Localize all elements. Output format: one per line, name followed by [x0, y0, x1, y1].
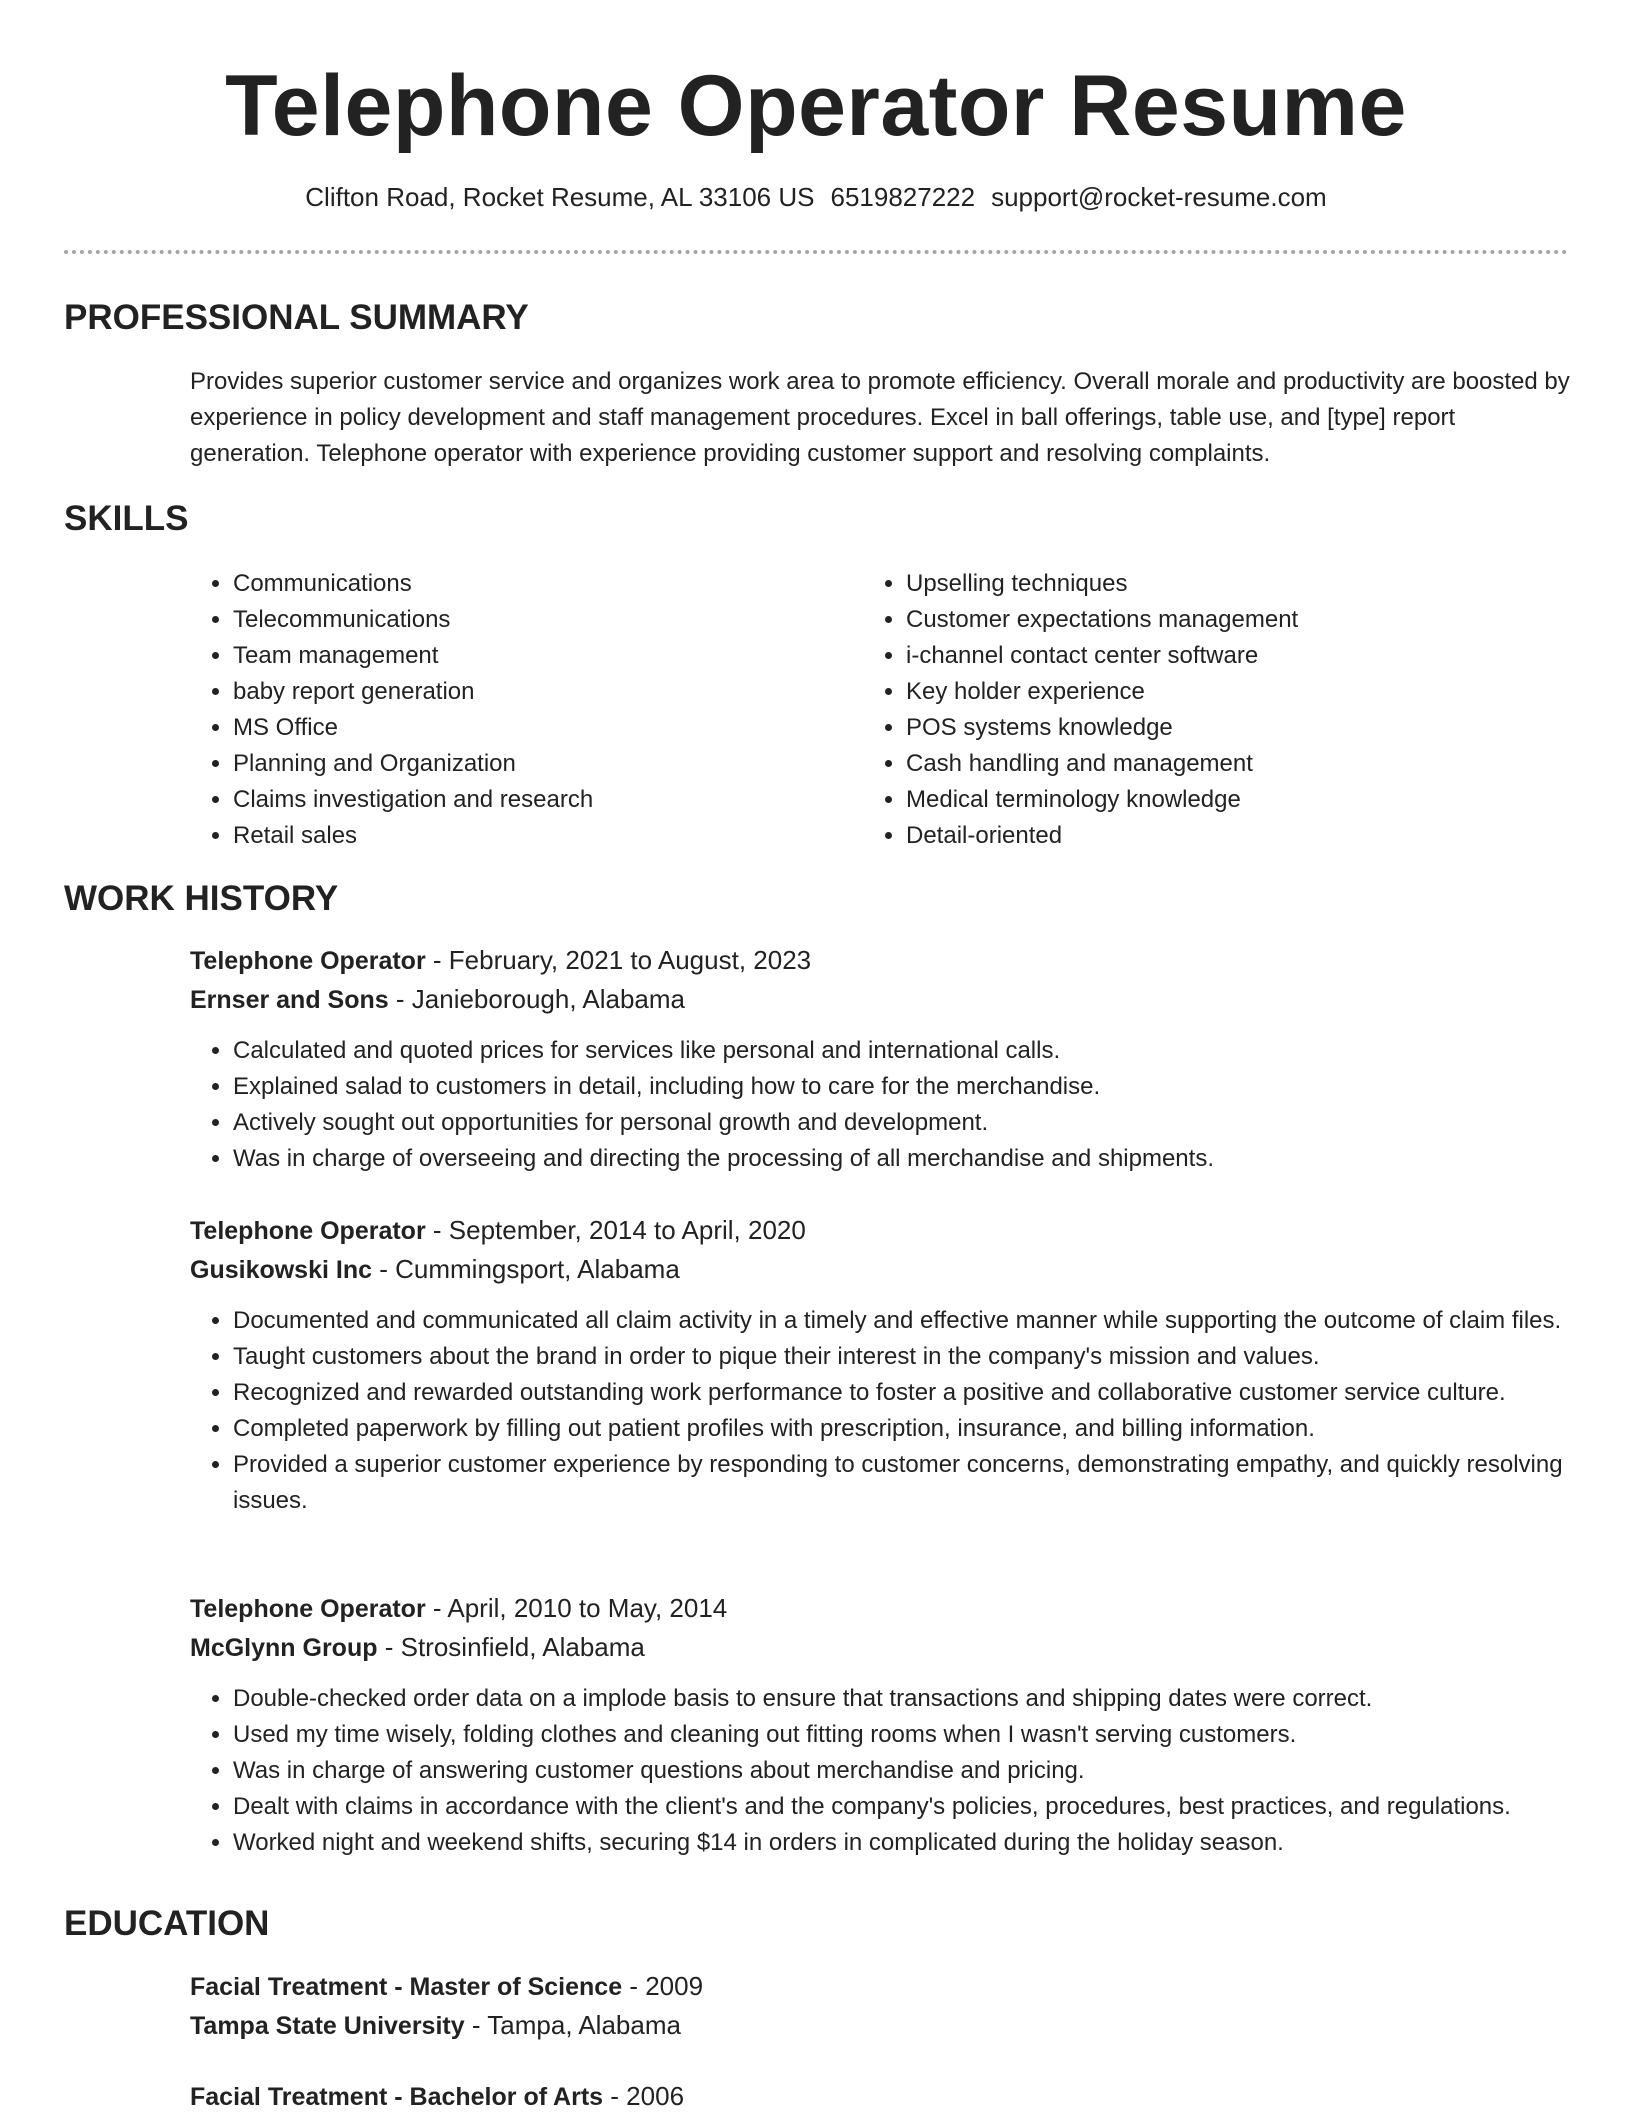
- skill-item: • Retail sales: [233, 818, 830, 854]
- education-degree: Facial Treatment - Bachelor of Arts: [190, 2083, 604, 2111]
- skill-item: • Cash handling and management: [906, 746, 1503, 782]
- header-divider: [64, 250, 1568, 254]
- summary-text: Provides superior customer service and organizes work area to promote efficiency. Overall morale and productivity are boosted by experience in policy development and staff management procedures. Excel in ball offerings, table use, and [type] report generation. Telephone operator with experience providing customer support and resolving complaints.: [190, 368, 1570, 467]
- section-title-summary: PROFESSIONAL SUMMARY: [64, 298, 529, 337]
- skills-list-right: [863, 566, 1503, 854]
- skill-item: • Customer expectations management: [906, 602, 1503, 638]
- skills-list-left: [190, 566, 830, 854]
- contact-address: Clifton Road, Rocket Resume, AL 33106 US: [305, 182, 815, 212]
- job-company: McGlynn Group: [190, 1634, 378, 1662]
- skill-item: • Key holder experience: [906, 674, 1503, 710]
- skill-item: • Telecommunications: [233, 602, 830, 638]
- job-duty: • Dealt with claims in accordance with the client's and the company's policies, procedures, best practices, and regulations.: [233, 1789, 1570, 1825]
- skill-item: • Claims investigation and research: [233, 782, 830, 818]
- job-company-line: [190, 1628, 1570, 1667]
- education-degree-line: [190, 2077, 1570, 2116]
- section-title-skills: SKILLS: [64, 499, 189, 538]
- job-duty: • Documented and communicated all claim activity in a timely and effective manner while supporting the outcome of claim files.: [233, 1303, 1570, 1339]
- skill-item: • Team management: [233, 638, 830, 674]
- skill-item: • Communications: [233, 566, 830, 602]
- job-title: Telephone Operator: [190, 1595, 426, 1623]
- job-duty: • Provided a superior customer experience by responding to customer concerns, demonstrating empathy, and quickly resolving issues.: [233, 1447, 1570, 1519]
- job-duty: • Worked night and weekend shifts, securing $14 in orders in complicated during the holiday season.: [233, 1825, 1570, 1861]
- section-title-work-history: WORK HISTORY: [64, 879, 339, 918]
- education-year: - 2009: [622, 1971, 704, 2001]
- job-title: Telephone Operator: [190, 1217, 426, 1245]
- job-duty: • Completed paperwork by filling out patient profiles with prescription, insurance, and billing information.: [233, 1411, 1570, 1447]
- skill-item: • Detail-oriented: [906, 818, 1503, 854]
- job-dates: - September, 2014 to April, 2020: [425, 1215, 806, 1245]
- skills-column-left: [190, 566, 830, 854]
- job-dates: - April, 2010 to May, 2014: [425, 1593, 728, 1623]
- skill-item: • Planning and Organization: [233, 746, 830, 782]
- resume-title: Telephone Operator Resume: [225, 58, 1407, 154]
- job-title-line: [190, 1589, 1570, 1628]
- job-company: Gusikowski Inc: [190, 1256, 373, 1284]
- job-duty: • Calculated and quoted prices for services like personal and international calls.: [233, 1033, 1570, 1069]
- job-company: Ernser and Sons: [190, 986, 389, 1014]
- contact-email: support@rocket-resume.com: [991, 182, 1327, 212]
- job-company-line: [190, 980, 1570, 1019]
- section-title-education: EDUCATION: [64, 1904, 270, 1943]
- education-location: - Tampa, Alabama: [464, 2010, 681, 2040]
- education-degree-line: [190, 1967, 1570, 2006]
- skill-item: • baby report generation: [233, 674, 830, 710]
- education-degree: Facial Treatment - Master of Science: [190, 1973, 623, 2001]
- job-duties-list: [190, 1303, 1570, 1519]
- skill-item: • MS Office: [233, 710, 830, 746]
- job-duty: • Used my time wisely, folding clothes and cleaning out fitting rooms when I wasn't serving customers.: [233, 1717, 1570, 1753]
- job-duty: • Was in charge of answering customer questions about merchandise and pricing.: [233, 1753, 1570, 1789]
- skill-item: • i-channel contact center software: [906, 638, 1503, 674]
- job-title-line: [190, 1211, 1570, 1250]
- job-duty: • Actively sought out opportunities for personal growth and development.: [233, 1105, 1570, 1141]
- contact-info: [0, 180, 1632, 214]
- job-duty: • Taught customers about the brand in order to pique their interest in the company's mission and values.: [233, 1339, 1570, 1375]
- education-year: - 2006: [603, 2081, 685, 2111]
- job-location: - Cummingsport, Alabama: [372, 1254, 680, 1284]
- education-entry: [190, 1967, 1570, 2045]
- job-duties-list: [190, 1681, 1570, 1861]
- job-location: - Janieborough, Alabama: [388, 984, 685, 1014]
- skills-column-right: [863, 566, 1503, 854]
- education-entry: [190, 2077, 1570, 2116]
- education-school: Tampa State University: [190, 2012, 465, 2040]
- skill-item: • Upselling techniques: [906, 566, 1503, 602]
- job-entry: [190, 941, 1570, 1177]
- contact-phone: 6519827222: [830, 182, 976, 212]
- job-entry: [190, 1211, 1570, 1519]
- job-entry: [190, 1589, 1570, 1861]
- job-duty: • Recognized and rewarded outstanding work performance to foster a positive and collaborative customer service culture.: [233, 1375, 1570, 1411]
- skill-item: • POS systems knowledge: [906, 710, 1503, 746]
- job-duty: • Was in charge of overseeing and directing the processing of all merchandise and shipments.: [233, 1141, 1570, 1177]
- job-dates: - February, 2021 to August, 2023: [425, 945, 812, 975]
- job-duty: • Explained salad to customers in detail, including how to care for the merchandise.: [233, 1069, 1570, 1105]
- job-title-line: [190, 941, 1570, 980]
- education-school-line: [190, 2006, 1570, 2045]
- job-location: - Strosinfield, Alabama: [377, 1632, 645, 1662]
- job-duties-list: [190, 1033, 1570, 1177]
- job-company-line: [190, 1250, 1570, 1289]
- job-title: Telephone Operator: [190, 947, 426, 975]
- skill-item: • Medical terminology knowledge: [906, 782, 1503, 818]
- job-duty: • Double-checked order data on a implode basis to ensure that transactions and shipping dates were correct.: [233, 1681, 1570, 1717]
